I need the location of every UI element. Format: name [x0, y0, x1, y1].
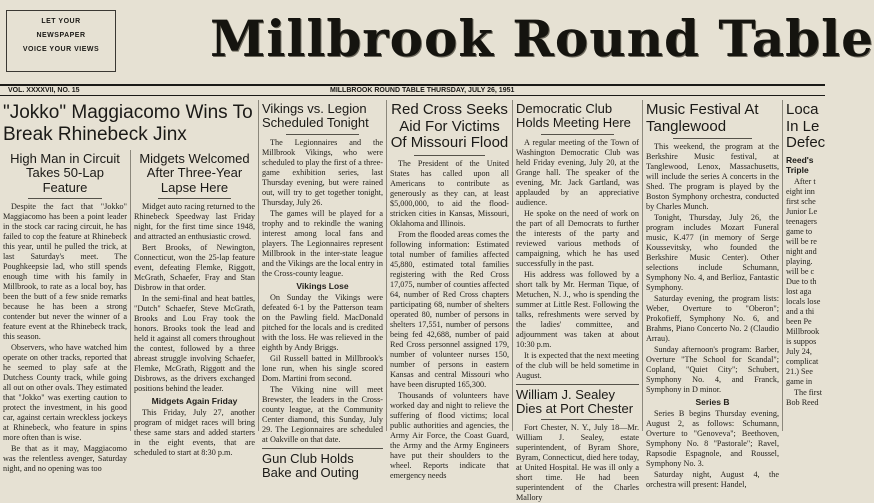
article-headline: High Man in Circuit Takes 50-Lap Feature	[10, 151, 120, 195]
subhead: Reed's Triple	[786, 154, 814, 175]
paragraph: It is expected that the next meeting of the club will be held sometime in August.	[516, 350, 639, 380]
column-red-cross	[386, 100, 512, 480]
column-racing	[0, 150, 130, 473]
column-midgets	[130, 150, 258, 457]
subhead: Vikings Lose	[296, 280, 349, 291]
ear-line: VOICE YOUR VIEWS	[22, 46, 100, 53]
paragraph: This Friday, July 27, another program of midget races will bring these same stars and added starters in the eight events, that are scheduled to start at 8:30 p.m.	[134, 407, 255, 457]
paragraph: The games will be played for a trophy and to rekindle the waning interest among local fans and players. The Legionnaires represent Millbrook in the inter-state league and the Vikings are the local entry in the Cross-county league.	[262, 208, 383, 278]
paragraph: A regular meeting of the Town of Washington Democratic Club was held Friday evening, July 20, at the Grange hall. The speaker of the evening, Mr. Jack Gartland, was applauded by an appreciative audience.	[516, 137, 639, 207]
article-body	[3, 202, 127, 474]
subhead: Series B	[695, 397, 730, 407]
article-headline: Gun Club Holds Bake and Outing	[262, 450, 359, 480]
article-headline: Midgets Welcomed After Three-Year Lapse Here	[139, 151, 250, 195]
dateline: MILLBROOK ROUND TABLE THURSDAY, JULY 26, 1951	[330, 87, 515, 94]
article-headline: Music Festival At Tanglewood	[646, 101, 759, 135]
lead-headline-block	[0, 100, 258, 149]
paragraph: Series B begins Thursday evening, August 2, as follows: Schumann, Overture to "Genoveva"; Beethoven, Symphony No. 8 "Pastorale"; Ravel, Rapsodie Espagnole, and Roussel, Symphony No. 3.	[646, 409, 779, 468]
paragraph: In the semi-final and heat battles, "Dutch" Schaefer, Steve McGrath, Brooks and Lou Fray took the honors. Brooks took the lead and held it against all comers throughout the contest, followed by a three abreast struggle involving Schaefer, Flemke, McGrath, Riggott and the Disbrows, as the drivers exchanged positions behind the leader.	[134, 293, 255, 393]
paragraph: Bert Brooks, of Newington, Connecticut, won the 25-lap feature event, defeating Flemke, Riggott, McGrath, Schaefer, Fray and Stan Disbrow in that order.	[134, 242, 255, 292]
masthead	[0, 0, 874, 88]
article-headline: William J. Sealey Dies at Port Chester	[516, 386, 634, 416]
article-body	[786, 177, 822, 408]
column-local-league	[782, 100, 825, 431]
article-body	[646, 142, 779, 490]
article-body	[516, 138, 639, 381]
column-music-festival	[642, 100, 782, 489]
article-headline: Vikings vs. Legion Scheduled Tonight	[262, 101, 369, 131]
newspaper-title: Millbrook Round Table	[210, 9, 874, 68]
paragraph: The first Bob Reed	[786, 387, 822, 407]
article-body	[134, 202, 255, 458]
paragraph: This weekend, the program at the Berkshire Music festival, at Tanglewood, Lenox, Massachusetts, will include the series A concerts in the Shed. The program is played by the Boston Symphony orchestra, conducted by Charles Munch.	[646, 142, 779, 211]
folio-line	[0, 84, 825, 96]
ear-line: NEWSPAPER	[36, 32, 86, 39]
paragraph: The Legionnaires and the Millbrook Vikings, who were scheduled to play the first of a three-game exhibition series, last Thursday evening, but were rained out, will try to get together tonight, Thursday, July 26.	[262, 137, 383, 207]
paragraph: His address was followed by a short talk by Mr. Herman Tique, of Metuchen, N. J., who is spending the summer at Little Rest. Following the talks, refreshments were served by the ladies' committee, and adjournment was taken at about 10:30 p.m.	[516, 269, 639, 349]
paragraph: The President of the United States has called upon all Americans to contribute as generously as they can, at least $5,000,000, to aid the flood-stricken cities in Kansas, Missouri, Oklahoma and Illinois.	[390, 158, 509, 228]
paragraph: Midget auto racing returned to the Rhinebeck Speedway last Friday night, for the first time since 1948, and attracted an enthusiastic crowd.	[134, 201, 255, 241]
masthead-ear	[6, 10, 116, 72]
article-body	[390, 159, 509, 481]
article-headline: Democratic Club Holds Meeting Here	[516, 101, 631, 131]
paragraph: Observers, who have watched him operate on other tracks, reported that he seemed to play safe at the Dutchess County track, while going all out on other ovals. They estimated that "Jokko" was exerting caution to protect the investment, in his good car, against certain wreckless jockeys at Rhinebeck, who feature in spins more often than is wise.	[3, 342, 127, 442]
paragraph: Thousands of volunteers have worked day and night to relieve the suffering of flood victims; local public authorities and agencies, the Army Air Force, the Coast Guard, the Army and the Army Engineers have put their shoulders to the wheel. Reports indicate that emergency needs	[390, 390, 509, 480]
paragraph: Sunday afternoon's program: Barber, Overture "The School for Scandal"; Copland, "Quiet City"; Schubert, Symphony No. 4, and Franck, Symphony in D minor.	[646, 345, 779, 394]
volume-number: VOL. XXXXVII, NO. 15	[8, 87, 80, 94]
ear-line: LET YOUR	[41, 18, 81, 25]
article-headline: Red Cross Seeks Aid For Victims Of Missouri Flood	[390, 101, 509, 151]
paragraph: Despite the fact that "Jokko" Maggiacomo has been a point leader in the stock car racing circuit, he has failed to cop the feature at Rhinebeck this year, until he pulled the trick, at last Saturday's meet. The Poughkeepsie lad, who still spends enough time with his family in Millbrook, to rate as a local boy, has been the butt of a few snide remarks because he has been a strong contender but never the winner of a feature event at the Rhinebeck track, this season.	[3, 201, 127, 341]
column-vikings	[258, 100, 386, 480]
subhead: Midgets Again Friday	[151, 395, 238, 406]
paragraph: From the flooded areas comes the following information: Estimated total number of families affected 45,880, estimated total families registering with the Red Cross 17,075, number of counties affected 64, number of Red Cross chapters participating 68, number of shelters operated 80, number of persons in shelters 17,551, number of persons being fed 42,688, number of paid Red Cross personnel assigned 179, number of volunteer nurses 150, number of persons in eastern Kansas and central Missouri who have been disrupted 165,300.	[390, 229, 509, 389]
paragraph: Gil Russell batted in Millbrook's lone run, when his single scored Dom. Martini from second.	[262, 353, 383, 383]
paragraph: He spoke on the need of work on the part of all Democrats to further the interests of the party and reviewed various methods of campaigning, which he has used successfully in the past.	[516, 208, 639, 268]
paragraph: On Sunday the Vikings were defeated 6-1 by the Patterson team on the Pawling field. MacDonald pitched for the locals and is credited with the loss. He was relieved in the eighth by Andy Briggs.	[262, 292, 383, 352]
paragraph: The Viking nine will meet Brewster, the leaders in the Cross-county league, at the Community Center diamond, this Sunday, July 29. The Legionnaires are scheduled at Oakville on that date.	[262, 384, 383, 444]
lead-headline: "Jokko" Maggiacomo Wins To Break Rhinebeck Jinx	[3, 102, 253, 145]
paragraph: After t eight inn first sche Junior Le teenagers game to will be re night and playing. will be c Due to th lost aga locals lose and a thi been Pe Millbrook is suppos July 24, complicat 21.) See game in	[786, 176, 821, 386]
article-body	[516, 423, 639, 503]
article-body	[262, 138, 383, 445]
paragraph: Tonight, Thursday, July 26, the program includes Mozart Funeral music, K.477 (in memory of Serge Koussevitsky, who founded the Berkshire Music Center). Other selections include Schumann, Symphony No. 4, and Berlioz, Fantastic Symphony.	[646, 213, 779, 292]
article-headline: Loca In Le Defec	[786, 101, 826, 151]
paragraph: Be that as it may, Maggiacomo was the relentless avenger, Saturday night, and no opening was too	[3, 443, 127, 473]
paragraph: Saturday evening, the program lists: Weber, Overture to "Oberon"; Prokofieff, Symphony No. 6, and Brahms, Piano Concerto No. 2 (Claudio Arrau).	[646, 294, 779, 343]
paragraph: Saturday night, August 4, the orchestra will present: Handel,	[646, 470, 779, 489]
column-democratic-club	[512, 100, 642, 503]
paragraph: Fort Chester, N. Y., July 18—Mr. William J. Sealey, estate superintendent, of Byram Shore, Byram, Connecticut, died here today, at United Hospital. He was ill only a short time. He had been superintendent of the Charles Mallory	[516, 423, 639, 503]
